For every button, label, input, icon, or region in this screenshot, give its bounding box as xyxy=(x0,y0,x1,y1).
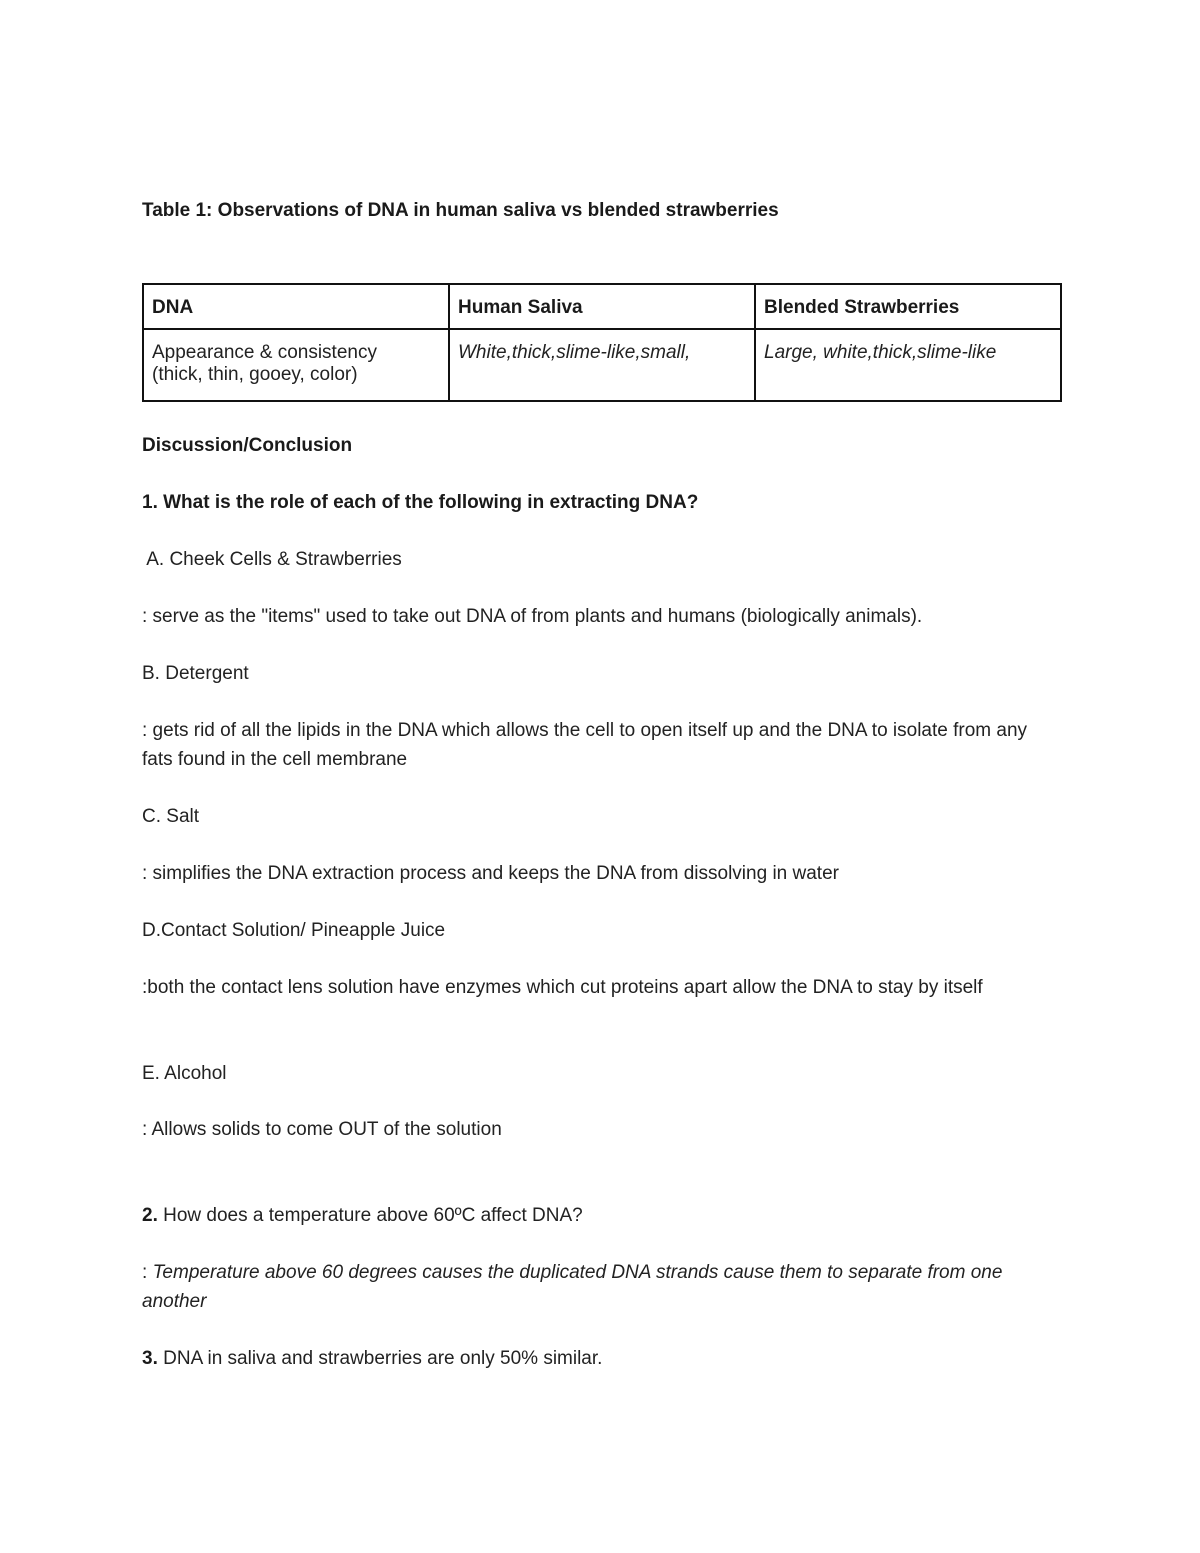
statement-3 xyxy=(142,1344,1062,1373)
item-e-label: E. Alcohol xyxy=(142,1063,227,1084)
table-row xyxy=(143,329,1061,401)
question-2-answer xyxy=(142,1258,1062,1316)
row-label-line2: (thick, thin, gooey, color) xyxy=(152,364,358,385)
question-1: 1. What is the role of each of the following in extracting DNA? xyxy=(142,492,699,513)
question-2-answer-text: Temperature above 60 degrees causes the duplicated DNA strands cause them to separate from one another xyxy=(142,1262,1003,1312)
item-d-label: D.Contact Solution/ Pineapple Juice xyxy=(142,920,446,941)
strawberries-observation: Large, white,thick,slime-like xyxy=(755,329,1061,401)
item-e-answer: : Allows solids to come OUT of the solution xyxy=(142,1119,502,1140)
item-a-answer: : serve as the "items" used to take out DNA of from plants and humans (biologically animals). xyxy=(142,606,923,627)
statement-3-number: 3. xyxy=(142,1348,158,1369)
row-label-line1: Appearance & consistency xyxy=(152,342,377,363)
item-b-label: B. Detergent xyxy=(142,663,249,684)
question-2-answer-prefix: : xyxy=(142,1262,153,1283)
item-c-label: C. Salt xyxy=(142,806,200,827)
item-b-answer: : gets rid of all the lipids in the DNA which allows the cell to open itself up and the DNA to isolate from any fats found in the cell membrane xyxy=(142,720,1028,770)
discussion-heading: Discussion/Conclusion xyxy=(142,435,353,456)
header-blended-strawberries: Blended Strawberries xyxy=(755,284,1061,329)
observations-table xyxy=(142,283,1062,402)
question-2-number: 2. xyxy=(142,1205,158,1226)
item-d-answer: :both the contact lens solution have enzymes which cut proteins apart allow the DNA to stay by itself xyxy=(142,977,983,998)
table-title: Table 1: Observations of DNA in human saliva vs blended strawberries xyxy=(142,200,779,221)
question-2-text: How does a temperature above 60ºC affect DNA? xyxy=(157,1205,583,1226)
header-dna: DNA xyxy=(143,284,449,329)
table-header-row xyxy=(143,284,1061,329)
item-a-label: A. Cheek Cells & Strawberries xyxy=(142,549,402,570)
statement-3-text: DNA in saliva and strawberries are only 50% similar. xyxy=(157,1348,603,1369)
item-c-answer: : simplifies the DNA extraction process and keeps the DNA from dissolving in water xyxy=(142,863,839,884)
row-label-cell xyxy=(143,329,449,401)
saliva-observation: White,thick,slime-like,small, xyxy=(449,329,755,401)
question-2 xyxy=(142,1201,1062,1230)
header-human-saliva: Human Saliva xyxy=(449,284,755,329)
